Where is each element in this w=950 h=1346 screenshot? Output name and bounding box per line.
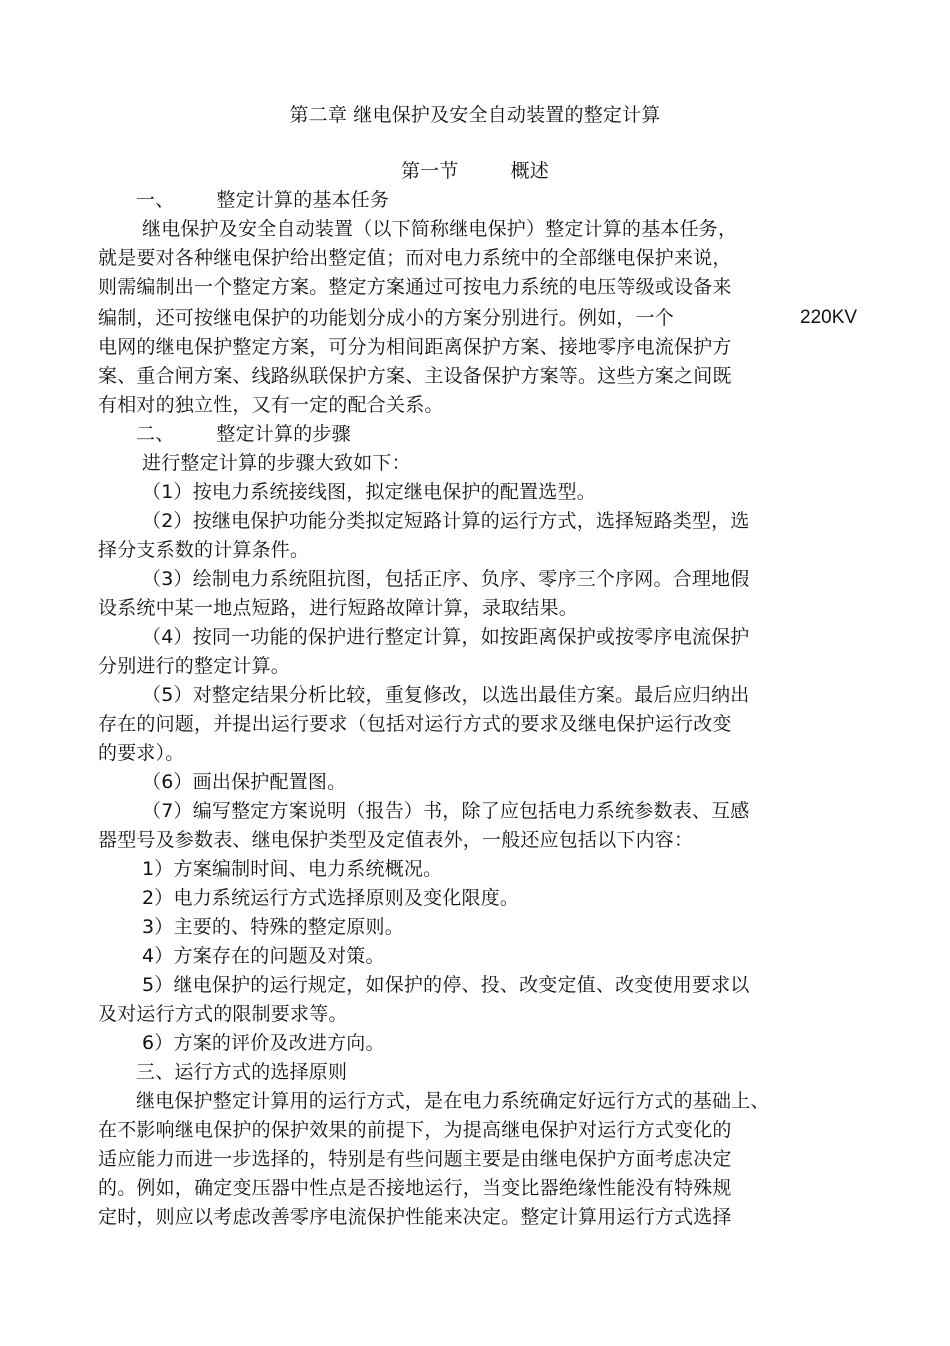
paragraph-line: 的。例如，确定变压器中性点是否接地运行，当变比器绝缘性能没有特殊规 (98, 1177, 732, 1199)
list-item: （2）按继电保护功能分类拟定短路计算的运行方式，选择短路类型，选 (142, 510, 750, 532)
paragraph-line: 编制，还可按继电保护的功能划分成小的方案分别进行。例如，一个 (98, 307, 675, 329)
part2-title: 整定计算的步骤 (216, 423, 351, 445)
part2-heading (136, 421, 351, 447)
paragraph-line: 就是要对各种继电保护给出整定值；而对电力系统中的全部继电保护来说， (98, 247, 732, 269)
paragraph-line: 继电保护整定计算用的运行方式，是在电力系统确定好远行方式的基础上、 (136, 1090, 770, 1112)
paragraph-line: 案、重合闸方案、线路纵联保护方案、主设备保护方案等。这些方案之间既 (98, 365, 732, 387)
list-item: （1）按电力系统接线图，拟定继电保护的配置选型。 (142, 481, 596, 503)
sub-item: 5）继电保护的运行规定，如保护的停、投、改变定值、改变使用要求以 (142, 974, 750, 996)
list-item: 器型号及参数表、继电保护类型及定值表外，一般还应包括以下内容： (98, 829, 694, 851)
part2-num: 二、 (136, 423, 175, 445)
paragraph-line: 电网的继电保护整定方案，可分为相间距离保护方案、接地零序电流保护方 (98, 336, 732, 358)
list-item: （5）对整定结果分析比较，重复修改，以选出最佳方案。最后应归纳出 (142, 684, 750, 706)
list-item: （3）绘制电力系统阻抗图，包括正序、负序、零序三个序网。合理地假 (142, 568, 750, 590)
section-heading (0, 158, 950, 184)
list-item: 设系统中某一地点短路，进行短路故障计算，录取结果。 (98, 597, 579, 619)
section-label: 第一节 (400, 160, 459, 182)
section-name: 概述 (510, 160, 549, 182)
sub-item: 4）方案存在的问题及对策。 (142, 945, 385, 967)
part1-title: 整定计算的基本任务 (216, 189, 390, 211)
sub-item: 6）方案的评价及改进方向。 (142, 1032, 385, 1054)
paragraph-line: 则需编制出一个整定方案。整定方案通过可按电力系统的电压等级或设备来 (98, 276, 732, 298)
list-item: （4）按同一功能的保护进行整定计算，如按距离保护或按零序电流保护 (142, 626, 750, 648)
sub-item: 1）方案编制时间、电力系统概况。 (142, 858, 443, 880)
paragraph-line: 继电保护及安全自动装置（以下简称继电保护）整定计算的基本任务， (142, 218, 738, 240)
part1-num: 一、 (136, 189, 175, 211)
list-item: 择分支系数的计算条件。 (98, 539, 310, 561)
paragraph-line: 进行整定计算的步骤大致如下： (142, 452, 411, 474)
sub-item: 3）主要的、特殊的整定原则。 (142, 916, 404, 938)
paragraph-line: 定时，则应以考虑改善零序电流保护性能来决定。整定计算用运行方式选择 (98, 1206, 732, 1228)
voltage-value: 220KV (800, 307, 858, 328)
paragraph-line: 适应能力而进一步选择的，特别是有些问题主要是由继电保护方面考虑决定 (98, 1148, 732, 1170)
sub-item: 2）电力系统运行方式选择原则及变化限度。 (142, 887, 520, 909)
paragraph-line: 在不影响继电保护的保护效果的前提下，为提高继电保护对运行方式变化的 (98, 1119, 732, 1141)
list-item: 分别进行的整定计算。 (98, 655, 291, 677)
chapter-title: 第二章 继电保护及安全自动装置的整定计算 (289, 104, 661, 126)
paragraph-line: 有相对的独立性，又有一定的配合关系。 (98, 394, 444, 416)
sub-item: 及对运行方式的限制要求等。 (98, 1003, 348, 1025)
list-item: 的要求）。 (98, 742, 185, 764)
list-item: （7）编写整定方案说明（报告）书，除了应包括电力系统参数表、互感 (142, 800, 750, 822)
list-item: 存在的问题，并提出运行要求（包括对运行方式的要求及继电保护运行改变 (98, 713, 732, 735)
list-item: （6）画出保护配置图。 (142, 771, 347, 793)
part3-heading: 三、运行方式的选择原则 (136, 1061, 348, 1083)
part1-heading (136, 187, 389, 213)
